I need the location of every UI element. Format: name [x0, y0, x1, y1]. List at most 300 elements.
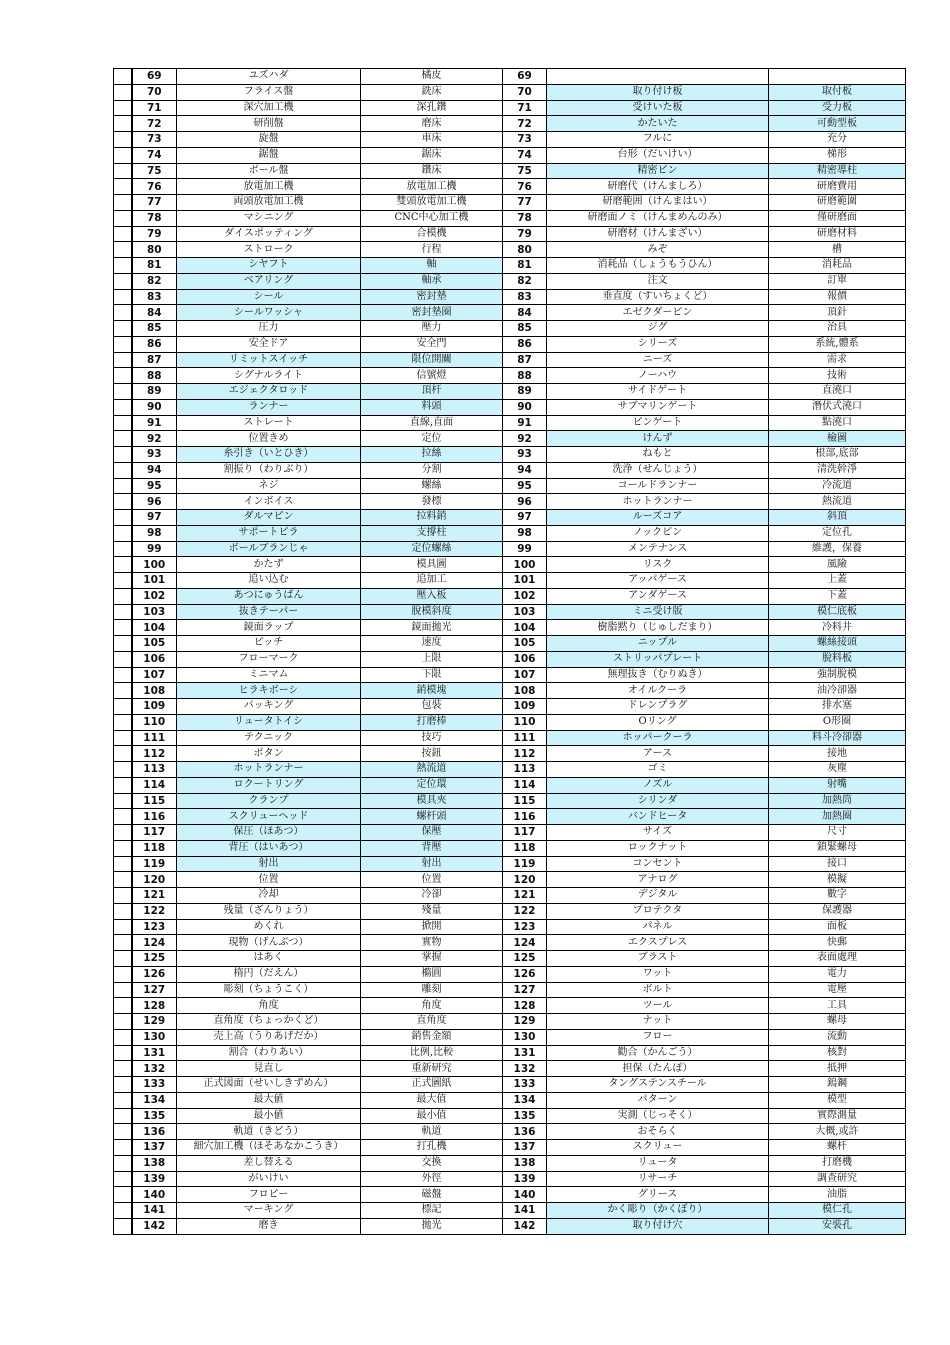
row-marker-cell: [114, 1092, 132, 1108]
table-row: [114, 179, 906, 195]
table-row: [114, 730, 906, 746]
table-row: [114, 1077, 906, 1093]
left-number-cell: 90: [132, 399, 177, 415]
row-marker-cell: [114, 525, 132, 541]
left-chinese-cell: 軌道: [361, 1124, 503, 1140]
right-japanese-cell: 取り付け板: [547, 84, 769, 100]
right-japanese-cell: ニップル: [547, 636, 769, 652]
row-marker-cell: [114, 683, 132, 699]
right-japanese-cell: パネル: [547, 919, 769, 935]
left-number-cell: 69: [132, 69, 177, 85]
left-japanese-cell: シールワッシャ: [177, 305, 361, 321]
left-chinese-cell: 直角度: [361, 1014, 503, 1030]
left-japanese-cell: 背圧（はいあつ）: [177, 840, 361, 856]
row-marker-cell: [114, 273, 132, 289]
right-japanese-cell: [547, 69, 769, 85]
row-marker-cell: [114, 415, 132, 431]
table-row: [114, 210, 906, 226]
left-number-cell: 138: [132, 1155, 177, 1171]
table-row: [114, 431, 906, 447]
right-number-cell: 96: [503, 494, 547, 510]
right-chinese-cell: 保護器: [769, 903, 906, 919]
left-chinese-cell: 拉絲: [361, 447, 503, 463]
left-chinese-cell: 實物: [361, 935, 503, 951]
row-marker-cell: [114, 840, 132, 856]
left-chinese-cell: 下限: [361, 667, 503, 683]
left-number-cell: 121: [132, 888, 177, 904]
left-japanese-cell: 最大値: [177, 1092, 361, 1108]
left-number-cell: 106: [132, 651, 177, 667]
right-number-cell: 142: [503, 1218, 547, 1234]
left-chinese-cell: 射出: [361, 856, 503, 872]
right-chinese-cell: 潛伏式澆口: [769, 399, 906, 415]
left-number-cell: 87: [132, 352, 177, 368]
right-chinese-cell: 充分: [769, 132, 906, 148]
row-marker-cell: [114, 588, 132, 604]
row-marker-cell: [114, 116, 132, 132]
left-chinese-cell: 放電加工機: [361, 179, 503, 195]
left-chinese-cell: 銷模塊: [361, 683, 503, 699]
right-japanese-cell: 勸合（かんごう）: [547, 1045, 769, 1061]
right-chinese-cell: 核對: [769, 1045, 906, 1061]
row-marker-cell: [114, 1155, 132, 1171]
left-chinese-cell: 橢圓: [361, 966, 503, 982]
left-chinese-cell: 直線,直面: [361, 415, 503, 431]
right-japanese-cell: みぞ: [547, 242, 769, 258]
left-number-cell: 91: [132, 415, 177, 431]
left-number-cell: 86: [132, 336, 177, 352]
table-body: [114, 69, 906, 1235]
row-marker-cell: [114, 998, 132, 1014]
left-chinese-cell: CNC中心加工機: [361, 210, 503, 226]
left-chinese-cell: 螺杆頭: [361, 809, 503, 825]
right-number-cell: 120: [503, 872, 547, 888]
left-chinese-cell: 交換: [361, 1155, 503, 1171]
table-row: [114, 242, 906, 258]
left-number-cell: 100: [132, 557, 177, 573]
row-marker-cell: [114, 746, 132, 762]
right-number-cell: 136: [503, 1124, 547, 1140]
right-number-cell: 87: [503, 352, 547, 368]
left-number-cell: 115: [132, 793, 177, 809]
left-number-cell: 94: [132, 462, 177, 478]
left-japanese-cell: シヤフト: [177, 258, 361, 274]
right-number-cell: 115: [503, 793, 547, 809]
left-number-cell: 125: [132, 951, 177, 967]
left-chinese-cell: 掌握: [361, 951, 503, 967]
left-japanese-cell: 見直し: [177, 1061, 361, 1077]
row-marker-cell: [114, 163, 132, 179]
left-japanese-cell: 抜きテーパー: [177, 604, 361, 620]
row-marker-cell: [114, 69, 132, 85]
left-number-cell: 112: [132, 746, 177, 762]
left-number-cell: 76: [132, 179, 177, 195]
left-japanese-cell: ボール盤: [177, 163, 361, 179]
right-number-cell: 81: [503, 258, 547, 274]
left-number-cell: 111: [132, 730, 177, 746]
row-marker-cell: [114, 510, 132, 526]
row-marker-cell: [114, 462, 132, 478]
left-chinese-cell: 掀開: [361, 919, 503, 935]
row-marker-cell: [114, 384, 132, 400]
right-japanese-cell: かたいた: [547, 116, 769, 132]
right-japanese-cell: ノックピン: [547, 525, 769, 541]
left-number-cell: 137: [132, 1140, 177, 1156]
right-japanese-cell: コンセント: [547, 856, 769, 872]
right-japanese-cell: ツール: [547, 998, 769, 1014]
row-marker-cell: [114, 321, 132, 337]
table-row: [114, 525, 906, 541]
right-chinese-cell: 清洗幹淨: [769, 462, 906, 478]
table-row: [114, 305, 906, 321]
row-marker-cell: [114, 1218, 132, 1234]
right-japanese-cell: ねもと: [547, 447, 769, 463]
right-number-cell: 102: [503, 588, 547, 604]
right-number-cell: 112: [503, 746, 547, 762]
right-number-cell: 117: [503, 825, 547, 841]
right-japanese-cell: 研磨代（けんましろ）: [547, 179, 769, 195]
table-row: [114, 793, 906, 809]
right-japanese-cell: Oリング: [547, 714, 769, 730]
right-number-cell: 84: [503, 305, 547, 321]
left-number-cell: 72: [132, 116, 177, 132]
left-japanese-cell: ロクートリング: [177, 777, 361, 793]
right-japanese-cell: エクスプレス: [547, 935, 769, 951]
left-number-cell: 132: [132, 1061, 177, 1077]
table-row: [114, 273, 906, 289]
left-number-cell: 142: [132, 1218, 177, 1234]
right-japanese-cell: メンテナンス: [547, 541, 769, 557]
left-chinese-cell: 定位: [361, 431, 503, 447]
table-row: [114, 84, 906, 100]
left-japanese-cell: ボールブランじゃ: [177, 541, 361, 557]
table-row: [114, 777, 906, 793]
left-japanese-cell: あつにゅうばん: [177, 588, 361, 604]
left-number-cell: 104: [132, 620, 177, 636]
left-japanese-cell: 楕円（だえん）: [177, 966, 361, 982]
right-japanese-cell: けんず: [547, 431, 769, 447]
left-number-cell: 139: [132, 1171, 177, 1187]
right-number-cell: 98: [503, 525, 547, 541]
left-chinese-cell: 技巧: [361, 730, 503, 746]
left-japanese-cell: 冷却: [177, 888, 361, 904]
table-row: [114, 447, 906, 463]
right-number-cell: 69: [503, 69, 547, 85]
left-number-cell: 118: [132, 840, 177, 856]
table-row: [114, 1187, 906, 1203]
table-row: [114, 825, 906, 841]
row-marker-cell: [114, 825, 132, 841]
right-japanese-cell: かく彫り（かくぼり）: [547, 1203, 769, 1219]
table-row: [114, 636, 906, 652]
right-number-cell: 97: [503, 510, 547, 526]
right-chinese-cell: 實際測量: [769, 1108, 906, 1124]
left-chinese-cell: 深孔鑽: [361, 100, 503, 116]
left-chinese-cell: 保壓: [361, 825, 503, 841]
table-row: [114, 510, 906, 526]
table-row: [114, 982, 906, 998]
right-chinese-cell: 料斗冷卻器: [769, 730, 906, 746]
left-japanese-cell: ランナー: [177, 399, 361, 415]
left-japanese-cell: 割振り（わりぶり）: [177, 462, 361, 478]
table-row: [114, 919, 906, 935]
right-number-cell: 77: [503, 195, 547, 211]
left-japanese-cell: パッキング: [177, 699, 361, 715]
right-number-cell: 131: [503, 1045, 547, 1061]
right-number-cell: 82: [503, 273, 547, 289]
right-number-cell: 75: [503, 163, 547, 179]
left-chinese-cell: 冷卻: [361, 888, 503, 904]
right-number-cell: 78: [503, 210, 547, 226]
right-number-cell: 80: [503, 242, 547, 258]
right-chinese-cell: 打磨機: [769, 1155, 906, 1171]
right-number-cell: 118: [503, 840, 547, 856]
left-japanese-cell: 現物（げんぶつ）: [177, 935, 361, 951]
left-japanese-cell: テクニック: [177, 730, 361, 746]
right-japanese-cell: 台形（だいけい）: [547, 147, 769, 163]
table-row: [114, 226, 906, 242]
right-japanese-cell: サイズ: [547, 825, 769, 841]
left-number-cell: 81: [132, 258, 177, 274]
right-chinese-cell: 脫料板: [769, 651, 906, 667]
row-marker-cell: [114, 1108, 132, 1124]
right-chinese-cell: 加熱筒: [769, 793, 906, 809]
left-japanese-cell: 鋸盤: [177, 147, 361, 163]
right-number-cell: 86: [503, 336, 547, 352]
left-number-cell: 85: [132, 321, 177, 337]
right-chinese-cell: 排水塞: [769, 699, 906, 715]
table-row: [114, 258, 906, 274]
table-row: [114, 336, 906, 352]
left-chinese-cell: 定位環: [361, 777, 503, 793]
left-number-cell: 92: [132, 431, 177, 447]
table-row: [114, 604, 906, 620]
right-chinese-cell: 僅研磨面: [769, 210, 906, 226]
left-japanese-cell: はあく: [177, 951, 361, 967]
left-chinese-cell: 定位螺絲: [361, 541, 503, 557]
table-row: [114, 557, 906, 573]
table-row: [114, 872, 906, 888]
right-japanese-cell: グリース: [547, 1187, 769, 1203]
row-marker-cell: [114, 809, 132, 825]
left-japanese-cell: 細穴加工機（ほそあなかこうき）: [177, 1140, 361, 1156]
left-japanese-cell: 軌道（きどう）: [177, 1124, 361, 1140]
left-chinese-cell: 熱流道: [361, 762, 503, 778]
right-number-cell: 137: [503, 1140, 547, 1156]
left-number-cell: 108: [132, 683, 177, 699]
table-row: [114, 1155, 906, 1171]
row-marker-cell: [114, 431, 132, 447]
right-chinese-cell: 接口: [769, 856, 906, 872]
table-row: [114, 762, 906, 778]
left-number-cell: 96: [132, 494, 177, 510]
right-chinese-cell: 直澆口: [769, 384, 906, 400]
row-marker-cell: [114, 1187, 132, 1203]
right-chinese-cell: 系統,體系: [769, 336, 906, 352]
right-chinese-cell: 取付板: [769, 84, 906, 100]
left-japanese-cell: クランプ: [177, 793, 361, 809]
table-row: [114, 746, 906, 762]
table-row: [114, 195, 906, 211]
right-chinese-cell: 模型: [769, 1092, 906, 1108]
right-chinese-cell: O形圈: [769, 714, 906, 730]
right-chinese-cell: 射嘴: [769, 777, 906, 793]
left-chinese-cell: 包裝: [361, 699, 503, 715]
right-number-cell: 110: [503, 714, 547, 730]
right-number-cell: 83: [503, 289, 547, 305]
left-japanese-cell: 保圧（ほあつ）: [177, 825, 361, 841]
right-japanese-cell: ゴミ: [547, 762, 769, 778]
row-marker-cell: [114, 777, 132, 793]
row-marker-cell: [114, 1029, 132, 1045]
table-row: [114, 289, 906, 305]
left-japanese-cell: シール: [177, 289, 361, 305]
right-number-cell: 85: [503, 321, 547, 337]
left-chinese-cell: 背壓: [361, 840, 503, 856]
left-japanese-cell: ホットランナー: [177, 762, 361, 778]
right-japanese-cell: アンダゲース: [547, 588, 769, 604]
right-chinese-cell: 受力板: [769, 100, 906, 116]
left-chinese-cell: 磁盤: [361, 1187, 503, 1203]
right-japanese-cell: ワット: [547, 966, 769, 982]
left-chinese-cell: 最大值: [361, 1092, 503, 1108]
left-number-cell: 99: [132, 541, 177, 557]
left-japanese-cell: ストローク: [177, 242, 361, 258]
table-row: [114, 667, 906, 683]
right-japanese-cell: 担保（たんぽ）: [547, 1061, 769, 1077]
row-marker-cell: [114, 1124, 132, 1140]
right-number-cell: 70: [503, 84, 547, 100]
left-japanese-cell: 角度: [177, 998, 361, 1014]
right-chinese-cell: 接地: [769, 746, 906, 762]
left-number-cell: 73: [132, 132, 177, 148]
left-chinese-cell: 正式圖紙: [361, 1077, 503, 1093]
right-chinese-cell: 精密導柱: [769, 163, 906, 179]
left-number-cell: 133: [132, 1077, 177, 1093]
right-japanese-cell: アッパゲース: [547, 573, 769, 589]
table-row: [114, 588, 906, 604]
right-japanese-cell: 受けいた板: [547, 100, 769, 116]
row-marker-cell: [114, 226, 132, 242]
left-number-cell: 120: [132, 872, 177, 888]
table-row: [114, 384, 906, 400]
right-number-cell: 125: [503, 951, 547, 967]
left-number-cell: 77: [132, 195, 177, 211]
right-number-cell: 113: [503, 762, 547, 778]
row-marker-cell: [114, 494, 132, 510]
left-number-cell: 113: [132, 762, 177, 778]
right-number-cell: 90: [503, 399, 547, 415]
table-row: [114, 998, 906, 1014]
right-chinese-cell: 風險: [769, 557, 906, 573]
left-japanese-cell: 安全ドア: [177, 336, 361, 352]
row-marker-cell: [114, 336, 132, 352]
right-number-cell: 100: [503, 557, 547, 573]
table-row: [114, 699, 906, 715]
left-japanese-cell: ストレート: [177, 415, 361, 431]
right-chinese-cell: 調查研究: [769, 1171, 906, 1187]
left-japanese-cell: サポートピラ: [177, 525, 361, 541]
left-chinese-cell: 安全門: [361, 336, 503, 352]
left-number-cell: 126: [132, 966, 177, 982]
right-chinese-cell: 技術: [769, 368, 906, 384]
left-japanese-cell: シグナルライト: [177, 368, 361, 384]
left-japanese-cell: ボタン: [177, 746, 361, 762]
left-chinese-cell: 模具夾: [361, 793, 503, 809]
right-chinese-cell: 表面處理: [769, 951, 906, 967]
left-japanese-cell: ダルマピン: [177, 510, 361, 526]
right-chinese-cell: 油脂: [769, 1187, 906, 1203]
right-japanese-cell: 研磨面ノミ（けんまめんのみ）: [547, 210, 769, 226]
left-japanese-cell: 残量（ざんりょう）: [177, 903, 361, 919]
left-chinese-cell: 鋸床: [361, 147, 503, 163]
left-number-cell: 110: [132, 714, 177, 730]
right-number-cell: 92: [503, 431, 547, 447]
left-chinese-cell: 比例,比較: [361, 1045, 503, 1061]
left-chinese-cell: 信號燈: [361, 368, 503, 384]
row-marker-cell: [114, 147, 132, 163]
right-number-cell: 126: [503, 966, 547, 982]
left-chinese-cell: 最小值: [361, 1108, 503, 1124]
row-marker-cell: [114, 305, 132, 321]
left-chinese-cell: 脫模斜度: [361, 604, 503, 620]
left-chinese-cell: 密封墊: [361, 289, 503, 305]
table-row: [114, 100, 906, 116]
left-japanese-cell: マシニング: [177, 210, 361, 226]
left-chinese-cell: 螺絲: [361, 478, 503, 494]
table-row: [114, 368, 906, 384]
right-japanese-cell: タングステンスチール: [547, 1077, 769, 1093]
right-japanese-cell: ドレンプラグ: [547, 699, 769, 715]
right-japanese-cell: プロテクタ: [547, 903, 769, 919]
left-japanese-cell: ピッチ: [177, 636, 361, 652]
right-number-cell: 124: [503, 935, 547, 951]
left-number-cell: 141: [132, 1203, 177, 1219]
right-japanese-cell: ストリッパプレート: [547, 651, 769, 667]
right-number-cell: 94: [503, 462, 547, 478]
right-number-cell: 121: [503, 888, 547, 904]
right-chinese-cell: 研磨費用: [769, 179, 906, 195]
left-number-cell: 114: [132, 777, 177, 793]
row-marker-cell: [114, 714, 132, 730]
left-chinese-cell: 發標: [361, 494, 503, 510]
right-japanese-cell: フルに: [547, 132, 769, 148]
row-marker-cell: [114, 888, 132, 904]
left-chinese-cell: 打磨棒: [361, 714, 503, 730]
left-japanese-cell: 位置: [177, 872, 361, 888]
right-number-cell: 101: [503, 573, 547, 589]
row-marker-cell: [114, 730, 132, 746]
right-japanese-cell: ホットランナー: [547, 494, 769, 510]
right-japanese-cell: リュータ: [547, 1155, 769, 1171]
left-japanese-cell: がいけい: [177, 1171, 361, 1187]
right-japanese-cell: ロックナット: [547, 840, 769, 856]
right-japanese-cell: 精密ピン: [547, 163, 769, 179]
left-japanese-cell: ユズハダ: [177, 69, 361, 85]
row-marker-cell: [114, 1014, 132, 1030]
left-chinese-cell: 磨床: [361, 116, 503, 132]
row-marker-cell: [114, 242, 132, 258]
table-row: [114, 132, 906, 148]
right-japanese-cell: 消耗品（しょうもうひん）: [547, 258, 769, 274]
left-japanese-cell: リミットスイッチ: [177, 352, 361, 368]
left-number-cell: 78: [132, 210, 177, 226]
right-number-cell: 71: [503, 100, 547, 116]
row-marker-cell: [114, 132, 132, 148]
left-number-cell: 102: [132, 588, 177, 604]
left-number-cell: 98: [132, 525, 177, 541]
right-number-cell: 79: [503, 226, 547, 242]
